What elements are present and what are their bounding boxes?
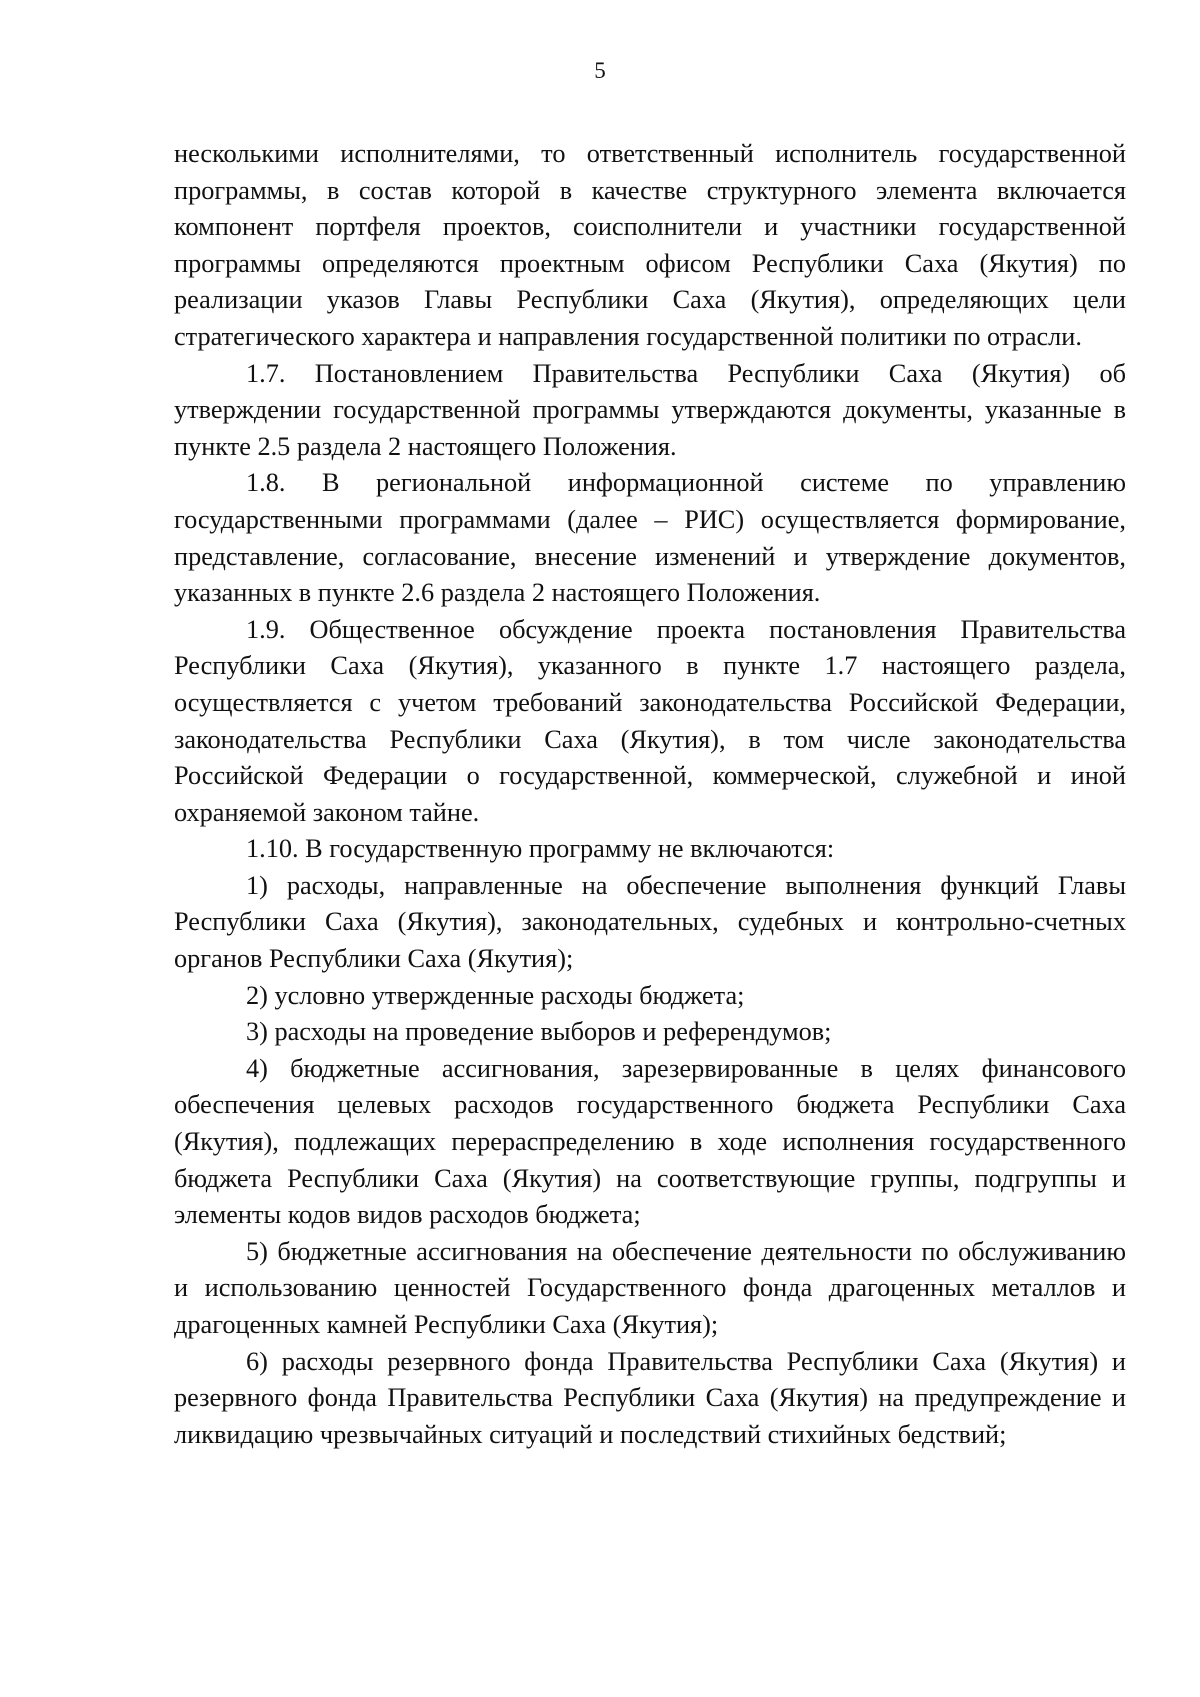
list-item-3: 3) расходы на проведение выборов и референдумов;	[246, 1017, 832, 1047]
paragraph-1-9: 1.9. Общественное обсуждение проекта постановления Правительства Республики Саха (Якутия), указанного в пункте 1.7 настоящего раздела, осуществляется с учетом требований законодательства Российской Федерации, законодательства Республики Саха (Якутия), в том числе законодательства Российской Федерации о государственной, коммерческой, служебной и иной охраняемой законом тайне.	[174, 614, 1126, 827]
list-item-6: 6) расходы резервного фонда Правительства Республики Саха (Якутия) и резервного фонда Правительства Республики Саха (Якутия) на предупреждение и ликвидацию чрезвычайных ситуаций и последствий стихийных бедствий;	[174, 1346, 1126, 1449]
paragraph-1-7: 1.7. Постановлением Правительства Республики Саха (Якутия) об утверждении государственной программы утверждаются документы, указанные в пункте 2.5 раздела 2 настоящего Положения.	[174, 358, 1126, 461]
paragraph-1-8: 1.8. В региональной информационной системе по управлению государственными программами (далее – РИС) осуществляется формирование, представление, согласование, внесение изменений и утверждение документов, указанных в пункте 2.6 раздела 2 настоящего Положения.	[174, 468, 1126, 608]
list-item-1: 1) расходы, направленные на обеспечение выполнения функций Главы Республики Саха (Якутия), законодательных, судебных и контрольно-счетных органов Республики Саха (Якутия);	[174, 870, 1126, 974]
list-item-2: 2) условно утвержденные расходы бюджета;	[246, 980, 745, 1010]
document-body	[174, 136, 1126, 1453]
page-number: 5	[594, 58, 606, 83]
paragraph-continuation: несколькими исполнителями, то ответственный исполнитель государственной программы, в состав которой в качестве структурного элемента включается компонент портфеля проектов, соисполнители и участники государственной программы определяются проектным офисом Республики Саха (Якутия) по реализации указов Главы Республики Саха (Якутия), определяющих цели стратегического характера и направления государственной политики по отрасли.	[174, 139, 1126, 351]
paragraph-1-10: 1.10. В государственную программу не включаются:	[246, 834, 835, 864]
list-item-5: 5) бюджетные ассигнования на обеспечение деятельности по обслуживанию и использованию ценностей Государственного фонда драгоценных металлов и драгоценных камней Республики Саха (Якутия);	[174, 1236, 1126, 1339]
list-item-4: 4) бюджетные ассигнования, зарезервированные в целях финансового обеспечения целевых расходов государственного бюджета Республики Саха (Якутия), подлежащих перераспределению в ходе исполнения государственного бюджета Республики Саха (Якутия) на соответствующие группы, подгруппы и элементы кодов видов расходов бюджета;	[174, 1053, 1126, 1230]
